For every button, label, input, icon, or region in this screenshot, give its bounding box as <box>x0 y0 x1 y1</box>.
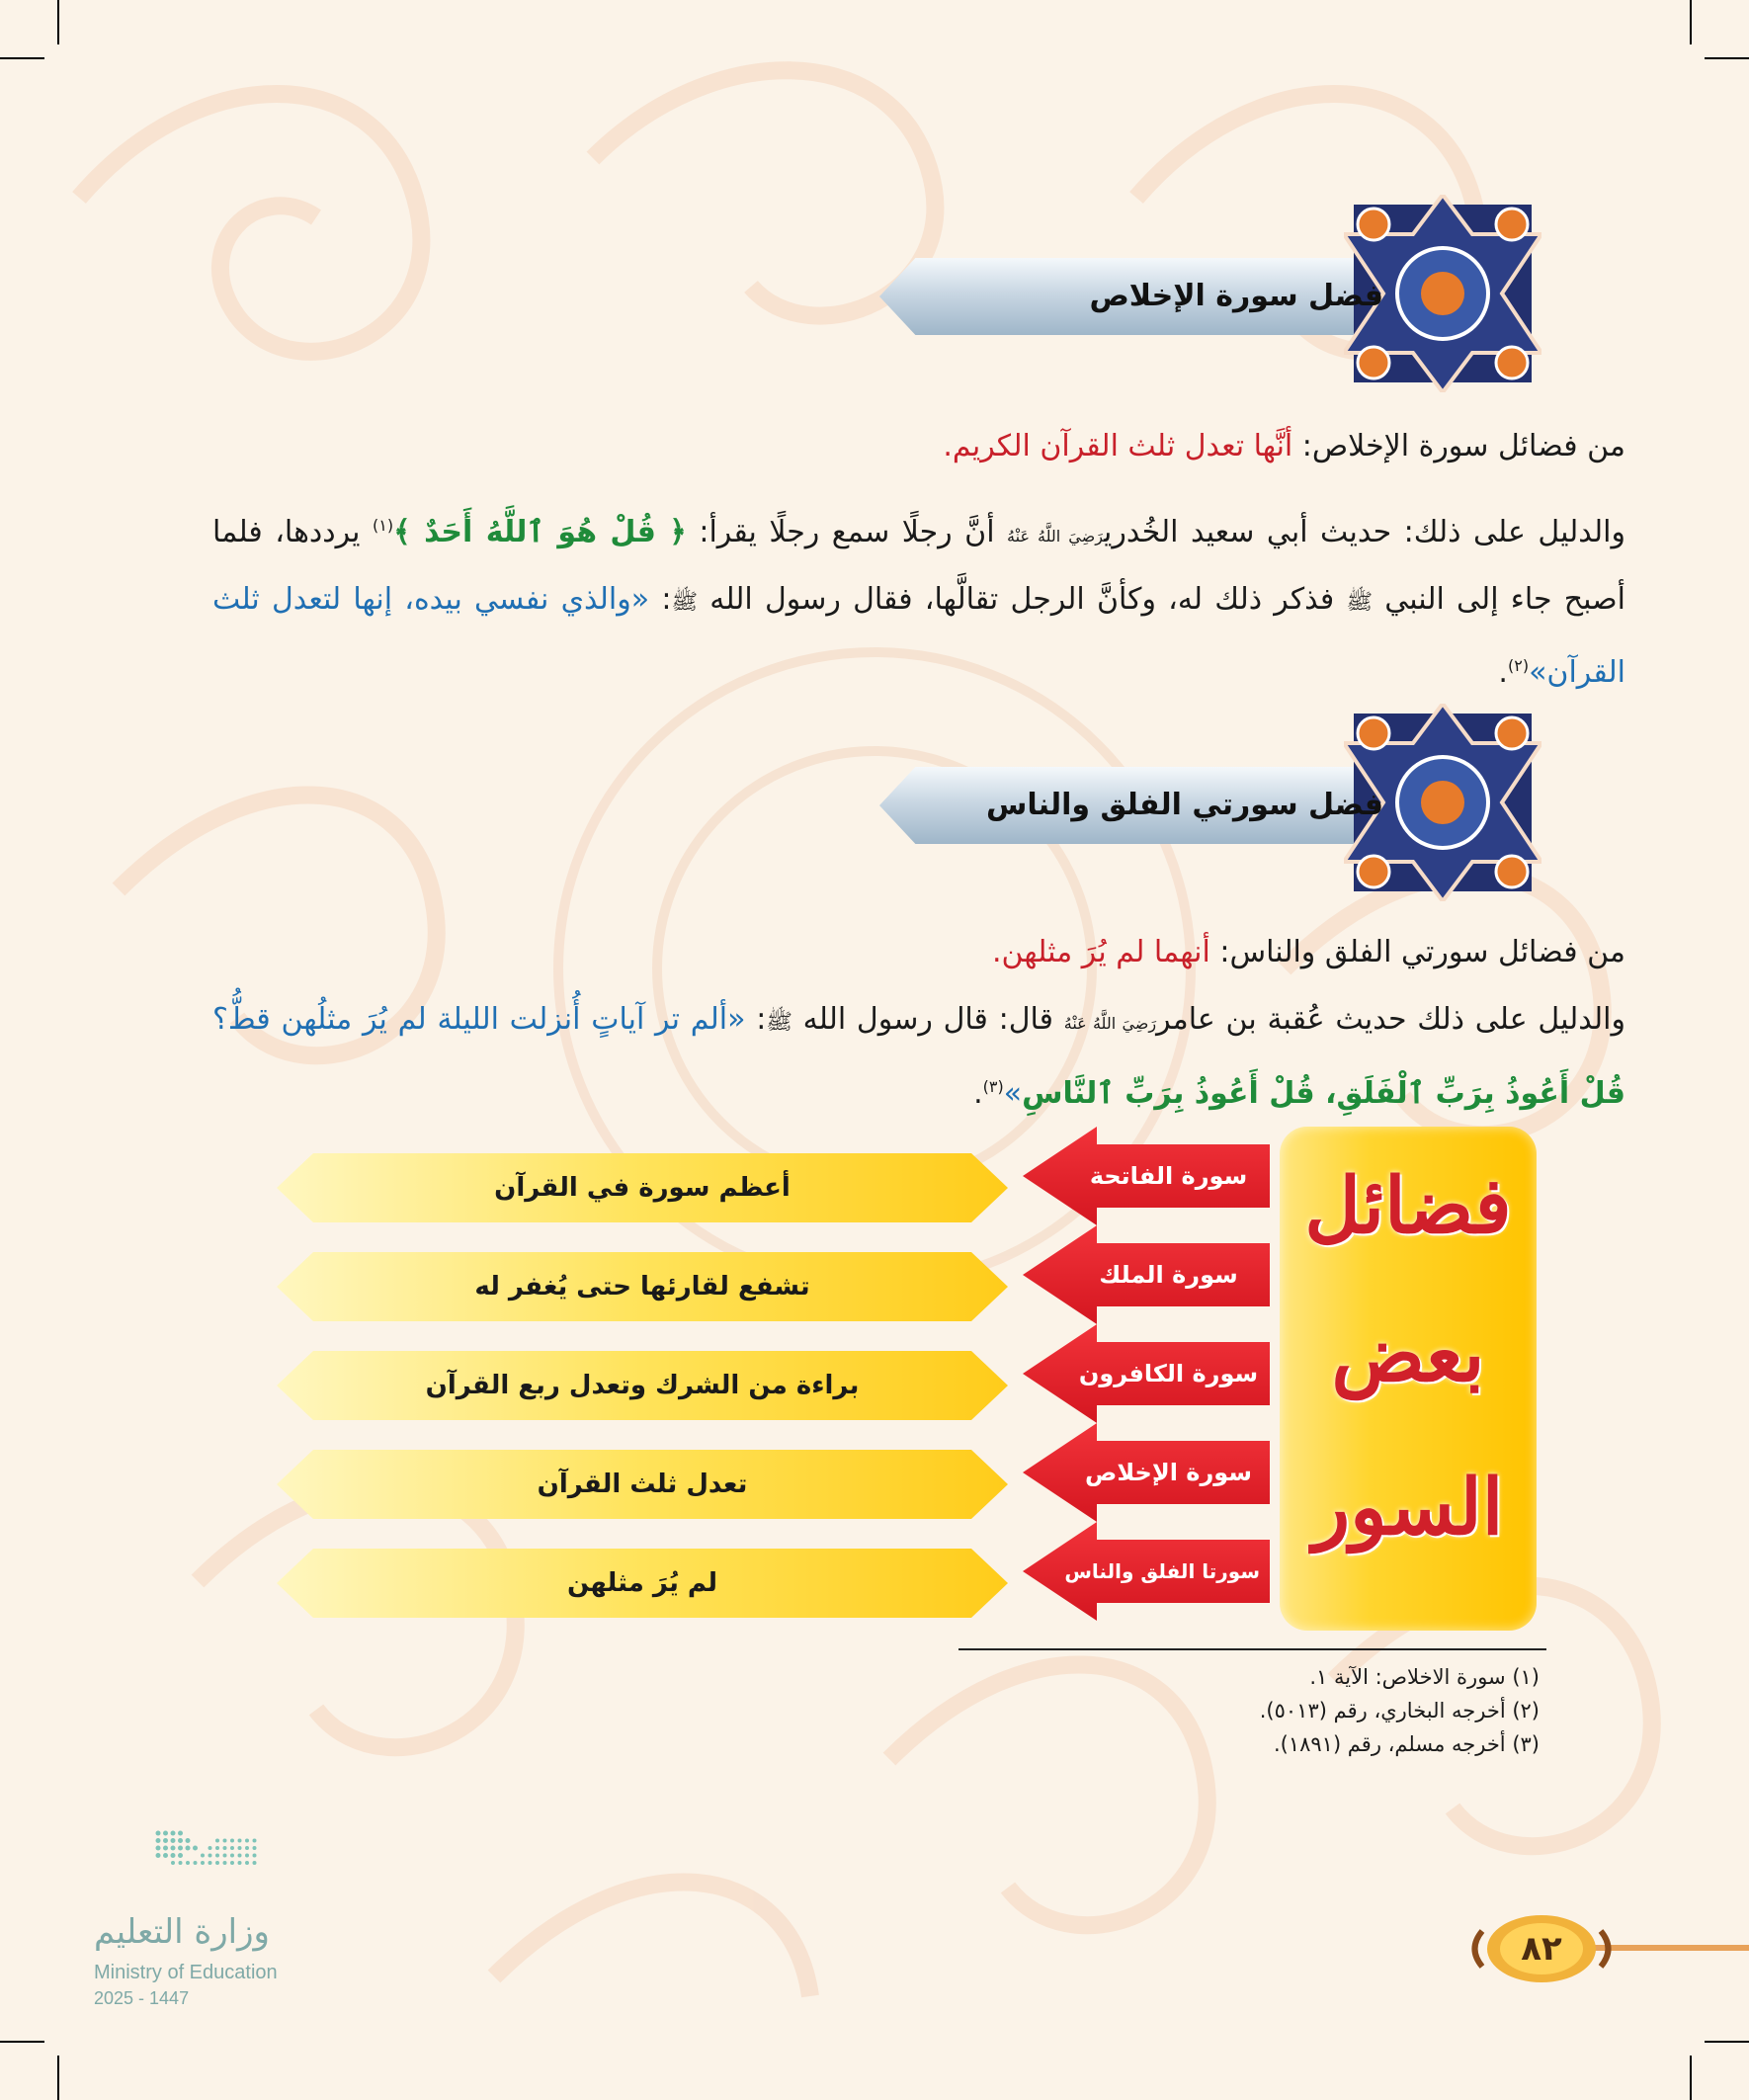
crop-mark <box>57 0 59 44</box>
crop-mark <box>1690 2056 1692 2100</box>
honorific-text: رَضِيَ اللَّهُ عَنْهُ <box>1063 1014 1157 1033</box>
quran-verse: ﴿ قُلْ هُوَ ٱللَّهُ أَحَدٌ ﴾ <box>393 515 687 549</box>
paragraph-text: والدليل على ذلك حديث عُقبة بن عامر <box>1156 1002 1625 1037</box>
crop-mark <box>0 57 44 59</box>
surah-virtues-diagram <box>277 1127 1537 1650</box>
surah-name: سورة الكافرون <box>1078 1360 1259 1387</box>
virtue-text: تعدل ثلث القرآن <box>537 1470 748 1499</box>
ministry-name-arabic: وزارة التعليم <box>94 1912 270 1952</box>
footnote-divider <box>958 1648 1546 1650</box>
surah-name: سورة الفاتحة <box>1089 1162 1248 1190</box>
paragraph-text: والدليل على ذلك: حديث أبي سعيد الخُدري <box>1104 515 1625 549</box>
paragraph-text: من فضائل سورتي الفلق والناس: <box>1209 935 1625 969</box>
section-heading-text: فضل سورتي الفلق والناس <box>985 788 1383 822</box>
surah-name: سورة الإخلاص <box>1085 1459 1252 1486</box>
surah-name: سورة الملك <box>1099 1261 1238 1289</box>
paragraph-text: يرددها، فلما أصبح جاء إلى النبي <box>212 515 1625 617</box>
honorific-text: ﷺ <box>766 1010 792 1035</box>
diagram-title-box <box>1280 1127 1537 1631</box>
honorific-text: رَضِيَ اللَّهُ عَنْهُ <box>1007 527 1105 546</box>
section-heading-falaq-nas <box>860 712 1541 904</box>
page-number: ٨٢ <box>1521 1929 1562 1969</box>
virtue-text: أعظم سورة في القرآن <box>494 1173 791 1203</box>
hadith-quote: «ألم تر آياتٍ أُنزلت الليلة لم يُرَ مثلُهن قطُّ؟ <box>212 1002 746 1037</box>
honorific-text: ﷺ <box>1346 590 1374 615</box>
crop-mark <box>1705 2041 1749 2043</box>
paragraph-ikhlas-virtue <box>212 415 1625 478</box>
diagram-title-line: بعض <box>1331 1309 1485 1399</box>
edition-year: 2025 - 1447 <box>94 1988 190 2008</box>
footnote-ref: (٢) <box>1507 656 1530 675</box>
paragraph-ikhlas-evidence <box>212 494 1625 705</box>
ministry-logo-icon <box>94 1828 331 1917</box>
paragraph-text: : <box>745 1002 767 1037</box>
highlight-text: أنهما لم يُرَ مثلهن. <box>992 935 1210 969</box>
paragraph-text: أنَّ رجلًا سمع رجلًا يقرأ: <box>686 515 1008 549</box>
footnote: (١) سورة الاخلاص: الآية ١. <box>1309 1665 1540 1689</box>
page-number-ornament-icon <box>1462 1907 1749 1996</box>
paragraph-text: . <box>1498 655 1508 690</box>
paragraph-text: قال: قال رسول الله <box>791 1002 1064 1037</box>
footnotes <box>986 1660 1540 1761</box>
page-number-badge <box>1462 1907 1749 1996</box>
virtue-text: براءة من الشرك وتعدل ربع القرآن <box>425 1371 860 1400</box>
surah-name: سورتا الفلق والناس <box>1064 1559 1260 1583</box>
hadith-quote-end: » <box>1003 1076 1023 1111</box>
paragraph-falaq-nas-evidence <box>212 988 1625 1126</box>
crop-mark <box>57 2056 59 2100</box>
paragraph-text: : <box>649 582 672 617</box>
crop-mark <box>1690 0 1692 44</box>
virtue-text: لم يُرَ مثلهن <box>566 1568 718 1598</box>
diagram-title-line: فضائل <box>1304 1161 1512 1251</box>
section-heading-text: فضل سورة الإخلاص <box>1089 279 1383 313</box>
crop-mark <box>1705 57 1749 59</box>
paragraph-text: فذكر ذلك له، وكأنَّ الرجل تقالَّها، فقال رسول الله <box>698 582 1347 617</box>
paragraph-text: . <box>973 1076 983 1111</box>
hadith-quote: «والذي نفسي بيده، إنها لتعدل ثلث القرآن» <box>212 582 1625 690</box>
footnote: (٣) أخرجه مسلم، رقم (١٨٩١). <box>1273 1732 1540 1756</box>
paragraph-falaq-nas-virtue <box>212 921 1625 984</box>
paragraph-text: من فضائل سورة الإخلاص: <box>1292 429 1625 463</box>
quran-verse: قُلْ أَعُوذُ بِرَبِّ ٱلْفَلَقِ، قُلْ أَعُوذُ بِرَبِّ ٱلنَّاسِ <box>1022 1076 1625 1111</box>
ministry-name-english: Ministry of Education <box>94 1962 278 1983</box>
highlight-text: أنَّها تعدل ثلث القرآن الكريم. <box>943 429 1293 463</box>
section-heading-ikhlas <box>860 203 1541 395</box>
crop-mark <box>0 2041 44 2043</box>
virtue-text: تشفع لقارئها حتى يُغفر له <box>474 1272 810 1302</box>
footnote-ref: (٣) <box>982 1077 1004 1096</box>
footnote-ref: (١) <box>373 516 394 535</box>
honorific-text: ﷺ <box>671 590 699 615</box>
footnote: (٢) أخرجه البخاري، رقم (٥٠١٣). <box>1259 1699 1540 1722</box>
diagram-title-line: السور <box>1312 1463 1504 1553</box>
